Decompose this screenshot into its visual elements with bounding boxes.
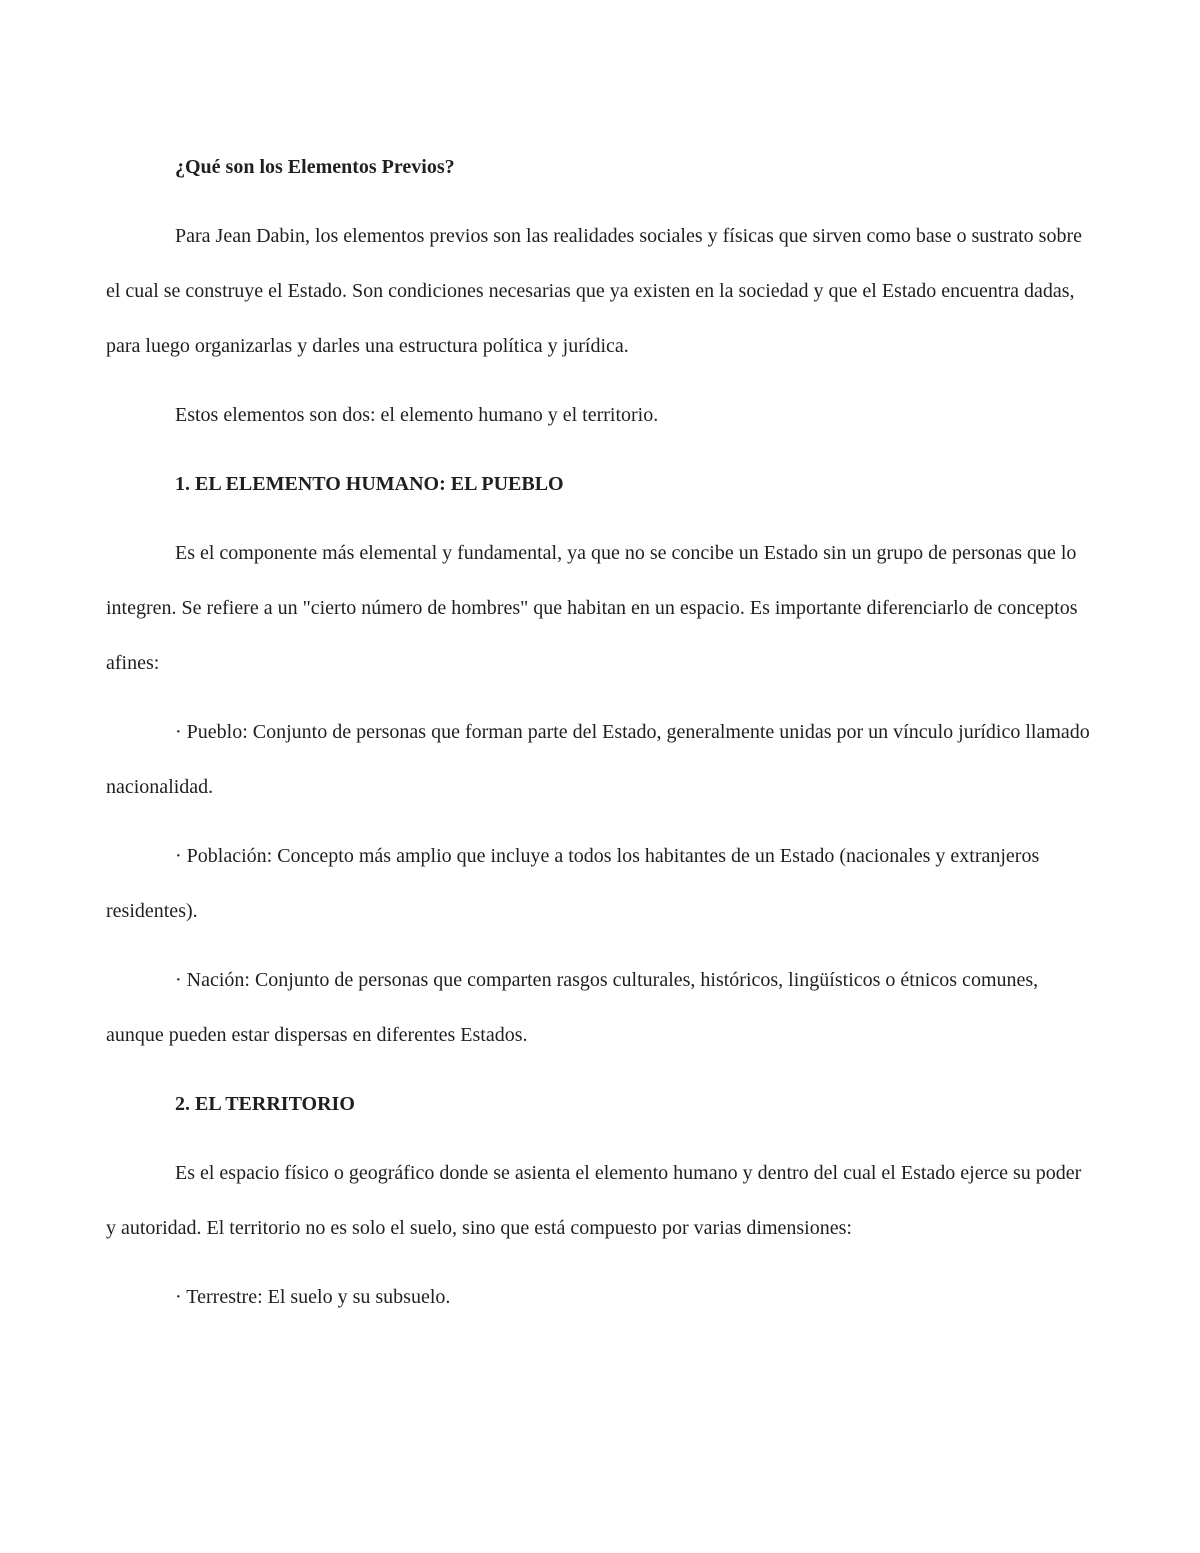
section2-item-terrestre: · Terrestre: El suelo y su subsuelo. (175, 1286, 451, 1308)
section1-item-nacion: · Nación: Conjunto de personas que comparten rasgos culturales, históricos, lingüísticos o étnicos comunes, aunque pueden estar dispersas en diferentes Estados. (106, 969, 1039, 1046)
section1-heading: 1. EL ELEMENTO HUMANO: EL PUEBLO (175, 473, 564, 495)
section2-paragraph: Es el espacio físico o geográfico donde se asienta el elemento humano y dentro del cual el Estado ejerce su poder y autoridad. El territorio no es solo el suelo, sino que está compuesto por varias dimensiones: (106, 1162, 1082, 1239)
section1-paragraph: Es el componente más elemental y fundamental, ya que no se concibe un Estado sin un grupo de personas que lo integren. Se refiere a un "cierto número de hombres" que habitan en un espacio. Es importante diferenciarlo de conceptos afines: (106, 542, 1078, 674)
intro-paragraph: Para Jean Dabin, los elementos previos son las realidades sociales y físicas que sirven como base o sustrato sobre el cual se construye el Estado. Son condiciones necesarias que ya existen en la sociedad y que el Estado encuentra dadas, para luego organizarlas y darles una estructura política y jurídica. (106, 225, 1082, 357)
intro-summary: Estos elementos son dos: el elemento humano y el territorio. (175, 404, 659, 426)
section2-heading: 2. EL TERRITORIO (175, 1093, 355, 1115)
section1-item-pueblo: · Pueblo: Conjunto de personas que forman parte del Estado, generalmente unidas por un vínculo jurídico llamado nacionalidad. (106, 721, 1090, 798)
intro-heading: ¿Qué son los Elementos Previos? (175, 156, 455, 178)
document-page (106, 140, 1096, 1339)
section1-item-poblacion: · Población: Concepto más amplio que incluye a todos los habitantes de un Estado (nacionales y extranjeros residentes). (106, 845, 1040, 922)
